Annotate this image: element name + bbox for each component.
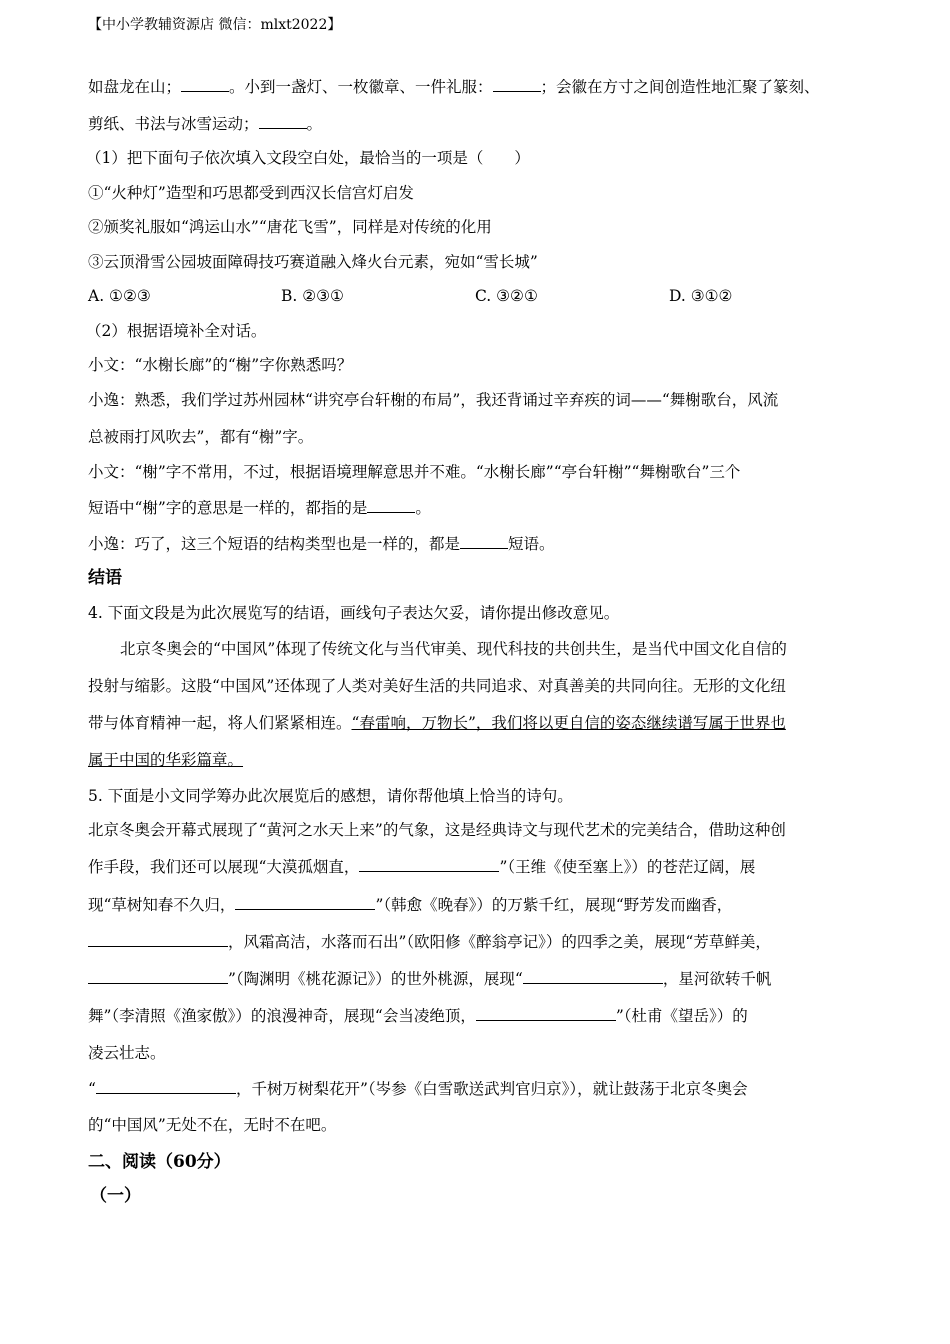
q2-stem: （2）根据语境补全对话。 bbox=[86, 322, 267, 340]
blank bbox=[460, 534, 508, 549]
text: ”（杜甫《望岳》）的 bbox=[615, 1007, 748, 1025]
intro-line-1 bbox=[88, 77, 820, 97]
text: 如盘龙在山； bbox=[88, 78, 182, 96]
dialog-line-4 bbox=[88, 534, 555, 554]
poem-blank bbox=[88, 969, 228, 984]
text: 小逸：巧了，这三个短语的结构类型也是一样的，都是 bbox=[88, 535, 461, 553]
q4-para-line-1: 北京冬奥会的“中国风”体现了传统文化与当代审美、现代科技的共创共生，是当代中国文化自信的 bbox=[120, 640, 787, 658]
q4-para-line-2: 投射与缩影。这股“中国风”还体现了人类对美好生活的共同追求、对真善美的共同向往。无形的文化纽 bbox=[88, 677, 786, 695]
section-heading-reading: 二、阅读（60分） bbox=[88, 1152, 231, 1172]
q1-stem: （1）把下面句子依次填入文段空白处，最恰当的一项是（ ） bbox=[86, 149, 530, 167]
text: 舞”（李清照《渔家傲》）的浪漫神奇，展现“会当凌绝顶， bbox=[88, 1007, 476, 1025]
poem-blank bbox=[96, 1079, 236, 1094]
blank bbox=[181, 77, 229, 92]
poem-blank bbox=[523, 969, 663, 984]
text: ”（陶渊明《桃花源记》）的世外桃源，展现“ bbox=[228, 970, 523, 988]
page-header: 【中小学教辅资源店 微信：mlxt2022】 bbox=[88, 17, 342, 33]
q1-sentence-2: ②颁奖礼服如“鸿运山水”“唐花飞雪”，同样是对传统的化用 bbox=[88, 218, 492, 236]
q5-line-2 bbox=[88, 857, 755, 877]
text: ”（韩愈《晚春》）的万紫千红，展现“野芳发而幽香， bbox=[375, 896, 733, 914]
text: ，千树万树梨花开”（岑参《白雪歌送武判官归京》），就让鼓荡于北京冬奥会 bbox=[235, 1080, 748, 1098]
text: 。小到一盏灯、一枚徽章、一件礼服： bbox=[229, 78, 493, 96]
intro-line-2 bbox=[88, 114, 322, 134]
q5-line-4 bbox=[88, 932, 771, 952]
q4-para-line-4: 属于中国的华彩篇章。 bbox=[88, 751, 244, 769]
text: 短语。 bbox=[508, 535, 555, 553]
q4-stem: 4. 下面文段是为此次展览写的结语，画线句子表达欠妥，请你提出修改意见。 bbox=[88, 604, 620, 622]
text: ，风霜高洁，水落而石出”（欧阳修《醉翁亭记》）的四季之美，展现“芳草鲜美， bbox=[228, 933, 771, 951]
option-c[interactable]: C. ③②① bbox=[475, 287, 538, 305]
text: 带与体育精神一起，将人们紧紧相连。 bbox=[88, 714, 352, 732]
poem-blank bbox=[88, 932, 228, 947]
underlined-sentence: “春雷响，万物长”，我们将以更自信的姿态继续谱写属于世界也 bbox=[351, 714, 786, 732]
dialog-line-2a: 小逸：熟悉，我们学过苏州园林“讲究亭台轩榭的布局”，我还背诵过辛弃疾的词——“舞榭歌台，风流 bbox=[88, 391, 779, 409]
q5-line-8 bbox=[88, 1079, 748, 1099]
option-b[interactable]: B. ②③① bbox=[281, 287, 344, 305]
q5-line-1: 北京冬奥会开幕式展现了“黄河之水天上来”的气象，这是经典诗文与现代艺术的完美结合，借助这种创 bbox=[88, 821, 786, 839]
q5-line-7: 凌云壮志。 bbox=[88, 1044, 166, 1062]
q5-line-5 bbox=[88, 969, 771, 989]
text: 。 bbox=[415, 499, 431, 517]
text: “ bbox=[88, 1080, 96, 1098]
text: 剪纸、书法与冰雪运动； bbox=[88, 115, 259, 133]
text: ，星河欲转千帆 bbox=[662, 970, 772, 988]
text: ”（王维《使至塞上》）的苍茫辽阔，展 bbox=[499, 858, 756, 876]
poem-blank bbox=[476, 1006, 616, 1021]
text: ；会徽在方寸之间创造性地汇聚了篆刻、 bbox=[540, 78, 820, 96]
poem-blank bbox=[359, 857, 499, 872]
q1-sentence-1: ①“火种灯”造型和巧思都受到西汉长信宫灯启发 bbox=[88, 184, 414, 202]
text: 短语中“榭”字的意思是一样的，都指的是 bbox=[88, 499, 368, 517]
blank bbox=[367, 498, 415, 513]
section-heading-conclusion: 结语 bbox=[88, 568, 122, 588]
text: 现“草树知春不久归， bbox=[88, 896, 236, 914]
q5-line-9: 的“中国风”无处不在，无时不在吧。 bbox=[88, 1116, 337, 1134]
blank bbox=[259, 114, 307, 129]
q1-sentence-3: ③云顶滑雪公园坡面障碍技巧赛道融入烽火台元素，宛如“雪长城” bbox=[88, 253, 538, 271]
subsection-heading: （一） bbox=[90, 1186, 141, 1206]
q5-line-6 bbox=[88, 1006, 748, 1026]
dialog-line-2b: 总被雨打风吹去”，都有“榭”字。 bbox=[88, 428, 314, 446]
q5-stem: 5. 下面是小文同学筹办此次展览后的感想，请你帮他填上恰当的诗句。 bbox=[88, 787, 573, 805]
dialog-line-3b bbox=[88, 498, 431, 518]
dialog-line-3a: 小文：“榭”字不常用，不过，根据语境理解意思并不难。“水榭长廊”“亭台轩榭”“舞榭歌台”三个 bbox=[88, 463, 741, 481]
text: 。 bbox=[306, 115, 323, 133]
poem-blank bbox=[235, 895, 375, 910]
q5-line-3 bbox=[88, 895, 732, 915]
option-a[interactable]: A. ①②③ bbox=[88, 287, 151, 305]
q4-para-line-3 bbox=[88, 713, 786, 733]
option-d[interactable]: D. ③①② bbox=[669, 287, 733, 305]
text: 作手段，我们还可以展现“大漠孤烟直， bbox=[88, 858, 360, 876]
blank bbox=[493, 77, 541, 92]
dialog-line-1: 小文：“水榭长廊”的“榭”字你熟悉吗？ bbox=[88, 356, 353, 374]
